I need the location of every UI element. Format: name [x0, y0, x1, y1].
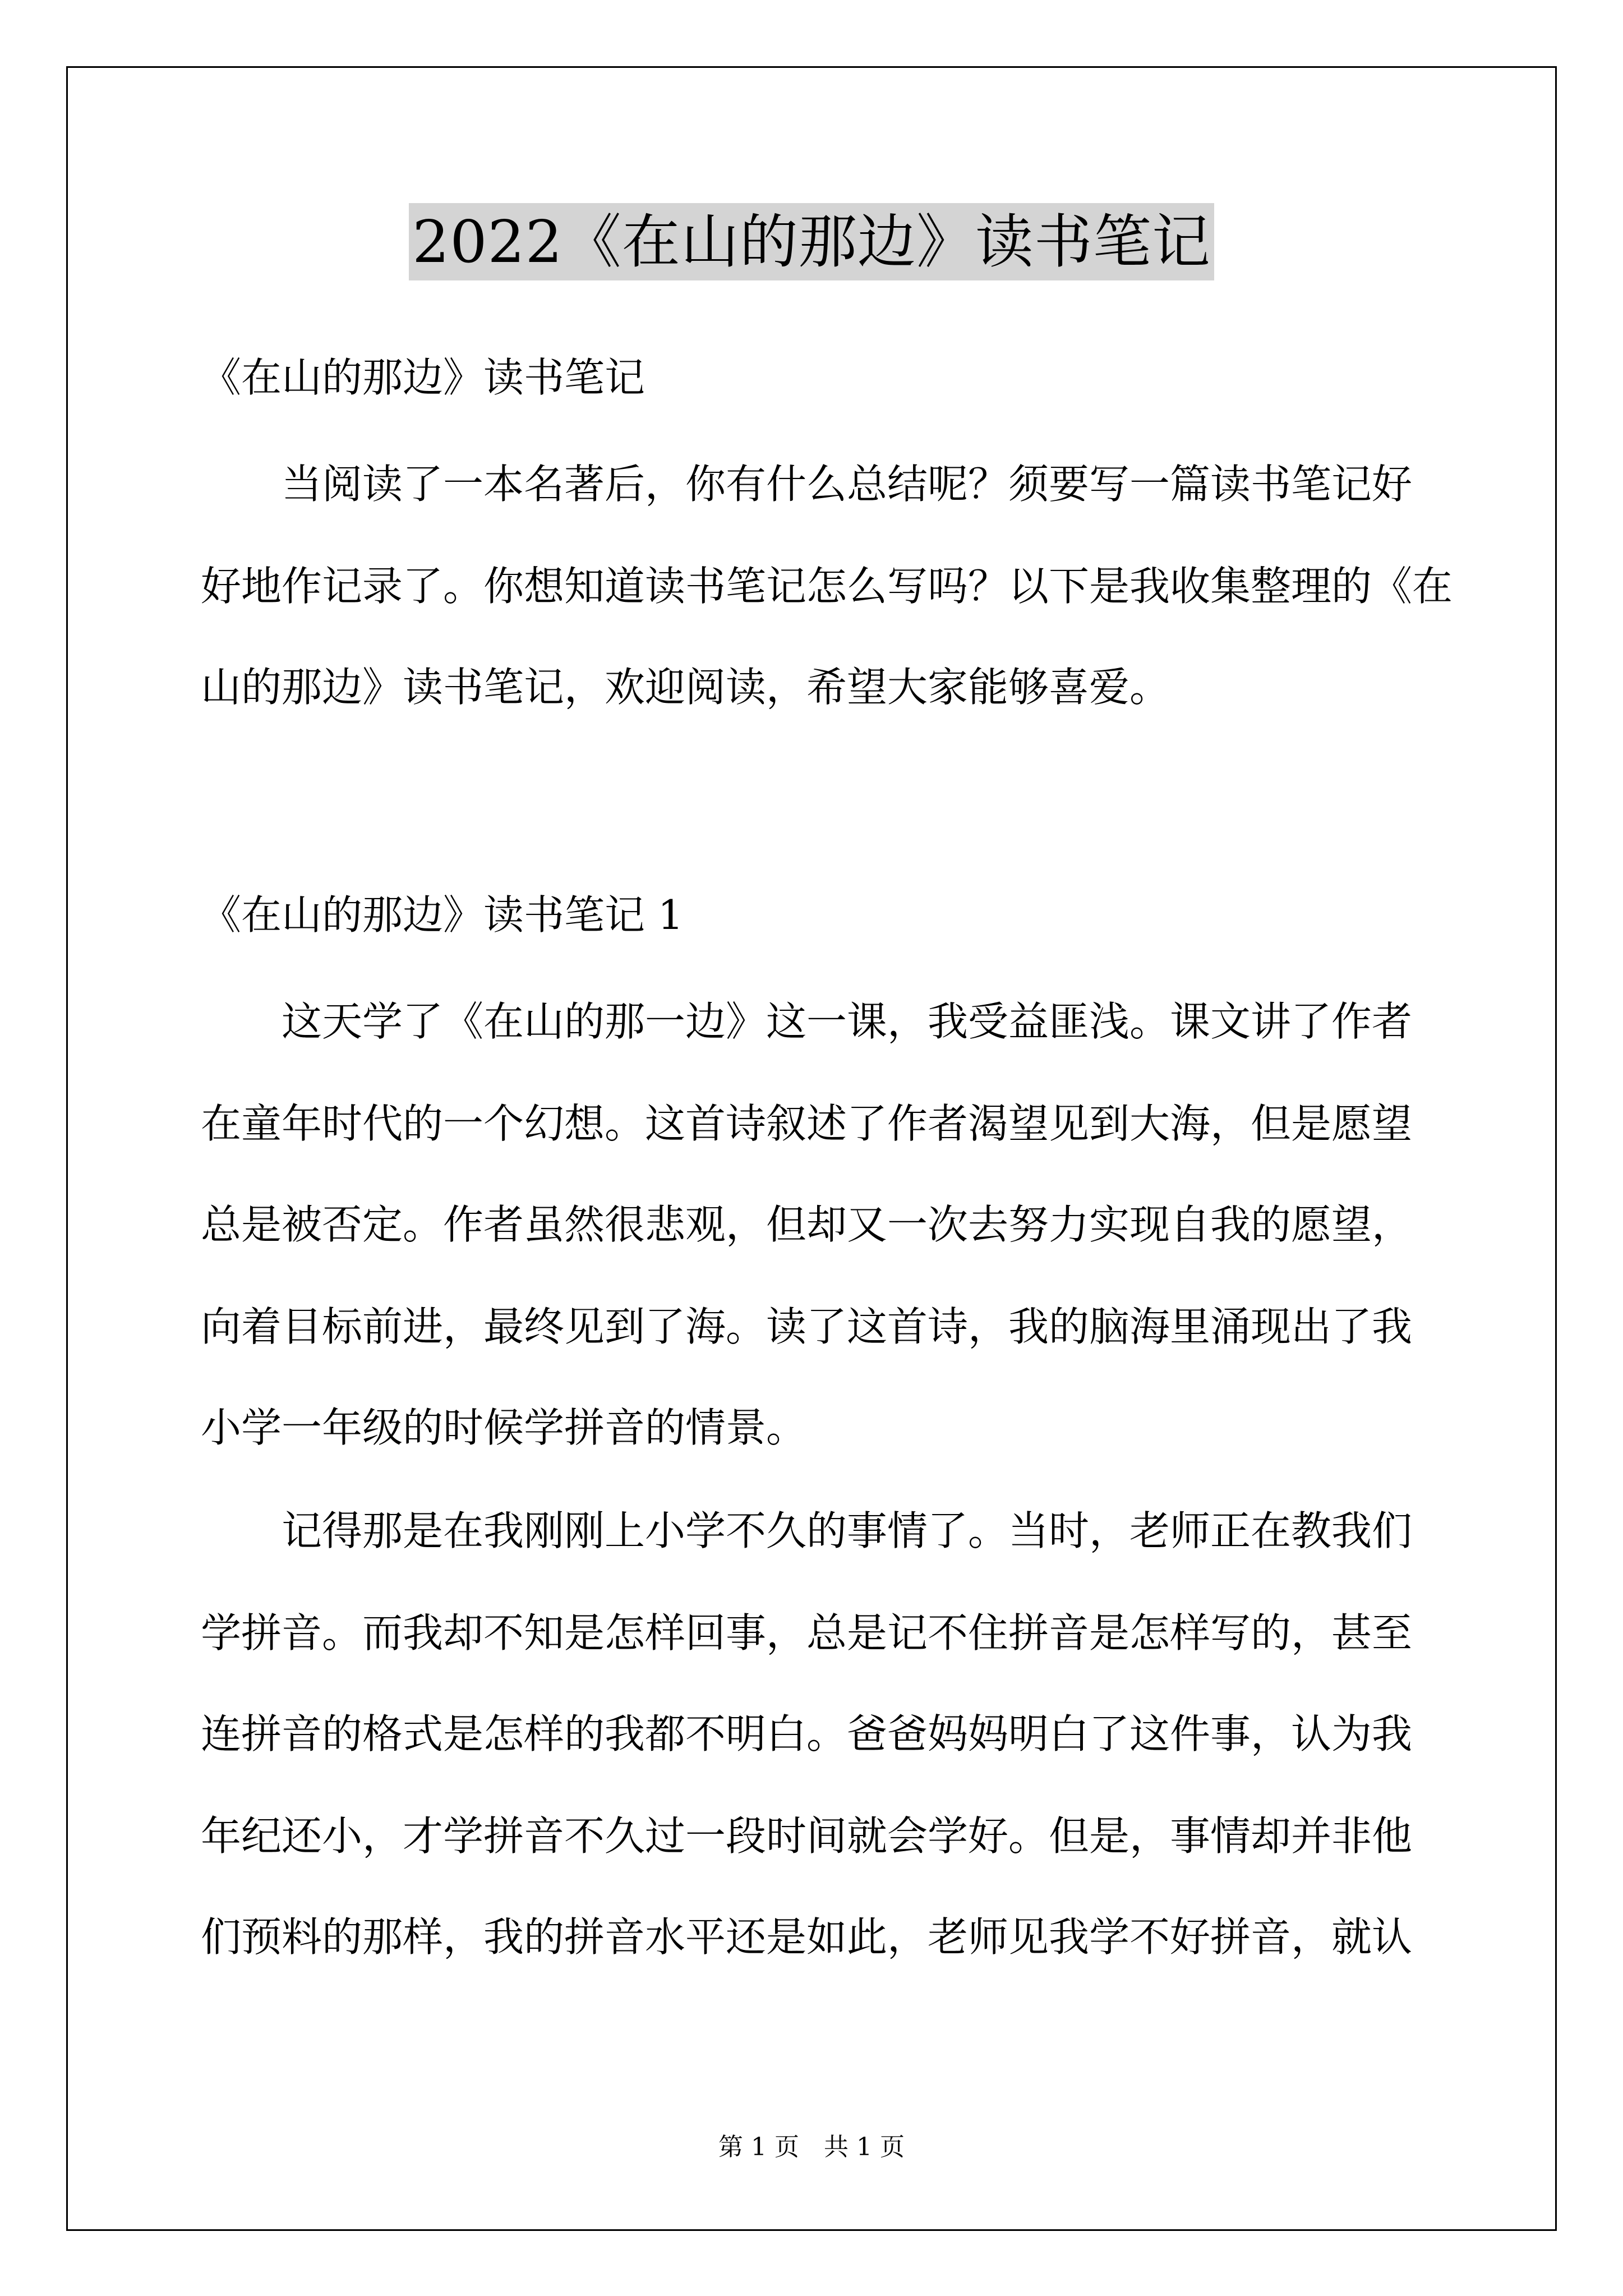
paragraph-line: 学拼音。而我却不知是怎样回事，总是记不住拼音是怎样写的，甚至 [201, 1609, 1413, 1657]
paragraph-line: 这天学了《在山的那一边》这一课，我受益匪浅。课文讲了作者 [201, 998, 1413, 1045]
subtitle: 《在山的那边》读书笔记 [201, 354, 645, 401]
intro-line: 山的那边》读书笔记，欢迎阅读，希望大家能够喜爱。 [201, 664, 1170, 711]
paragraph-line: 向着目标前进，最终见到了海。读了这首诗，我的脑海里涌现出了我 [201, 1303, 1413, 1350]
paragraph-line: 在童年时代的一个幻想。这首诗叙述了作者渴望见到大海，但是愿望 [201, 1100, 1413, 1147]
paragraph-line: 总是被否定。作者虽然很悲观，但却又一次去努力实现自我的愿望， [201, 1201, 1413, 1248]
page-number: 第 1 页 共 1 页 [718, 2133, 905, 2161]
paragraph-line: 年纪还小，才学拼音不久过一段时间就会学好。但是，事情却并非他 [201, 1812, 1413, 1860]
intro-line: 好地作记录了。你想知道读书笔记怎么写吗？以下是我收集整理的《在 [201, 563, 1453, 610]
intro-line: 当阅读了一本名著后，你有什么总结呢？须要写一篇读书笔记好 [201, 461, 1413, 508]
paragraph-line: 连拼音的格式是怎样的我都不明白。爸爸妈妈明白了这件事，认为我 [201, 1710, 1413, 1757]
paragraph-line: 们预料的那样，我的拼音水平还是如此，老师见我学不好拼音，就认 [201, 1913, 1413, 1961]
paragraph-line: 记得那是在我刚刚上小学不久的事情了。当时，老师正在教我们 [201, 1507, 1413, 1554]
title-container [0, 203, 1623, 280]
document-title: 2022《在山的那边》读书笔记 [409, 203, 1214, 280]
section-heading: 《在山的那边》读书笔记 1 [201, 891, 684, 938]
paragraph-line: 小学一年级的时候学拼音的情景。 [201, 1404, 807, 1451]
